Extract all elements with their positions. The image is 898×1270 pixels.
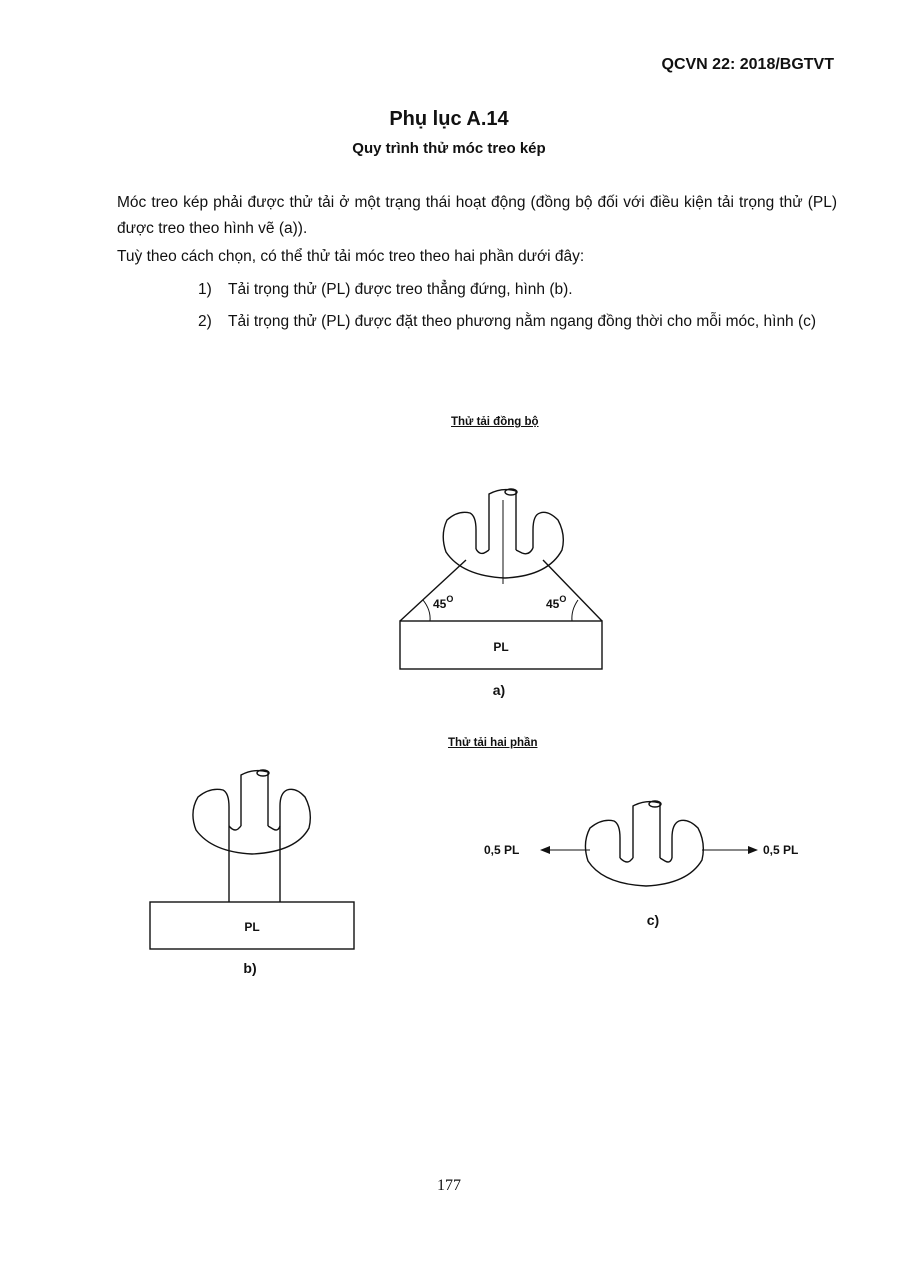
double-hook-c bbox=[585, 820, 703, 886]
figure-title-split: Thử tải hai phần bbox=[448, 737, 538, 749]
load-label-b: PL bbox=[244, 920, 260, 934]
caption-b: b) bbox=[243, 960, 257, 976]
list-item-text: Tải trọng thử (PL) được treo thẳng đứng, hình (b). bbox=[228, 281, 573, 298]
angle-label-right: $45^O$ bbox=[546, 594, 567, 611]
caption-a: a) bbox=[492, 682, 506, 698]
list-item-text: Tải trọng thử (PL) được đặt theo phương nằm ngang đồng thời cho mỗi móc, hình (c) bbox=[228, 313, 817, 330]
page-number: 177 bbox=[437, 1177, 461, 1194]
caption-c: c) bbox=[646, 912, 660, 928]
force-label-left: 0,5 PL bbox=[484, 843, 520, 857]
paragraph-options: Tuỳ theo cách chọn, có thể thử tải móc treo theo hai phần dưới đây: bbox=[117, 248, 585, 265]
force-label-right: 0,5 PL bbox=[763, 843, 799, 857]
appendix-title: Phụ lục A.14 bbox=[389, 108, 509, 130]
document-code: QCVN 22: 2018/BGTVT bbox=[661, 56, 834, 73]
sling-left bbox=[400, 560, 466, 621]
double-hook-b bbox=[193, 789, 310, 854]
list-item-number: 2) bbox=[198, 313, 212, 330]
angle-label-left: $45^O$ bbox=[433, 594, 454, 611]
appendix-subtitle: Quy trình thử móc treo kép bbox=[352, 140, 546, 157]
load-label-a: PL bbox=[493, 640, 509, 654]
figure-c bbox=[541, 801, 757, 886]
hook-shank-b bbox=[241, 771, 268, 826]
paragraph-intro: Móc treo kép phải được thử tải ở một trạng thái hoạt động (đồng bộ đối với điều kiện tải trọng thử (PL) được treo theo hình vẽ (a)). bbox=[117, 194, 837, 237]
list-item-number: 1) bbox=[198, 281, 212, 298]
hook-shank-c bbox=[633, 802, 660, 858]
figure-title-sync: Thử tải đồng bộ bbox=[451, 416, 539, 428]
